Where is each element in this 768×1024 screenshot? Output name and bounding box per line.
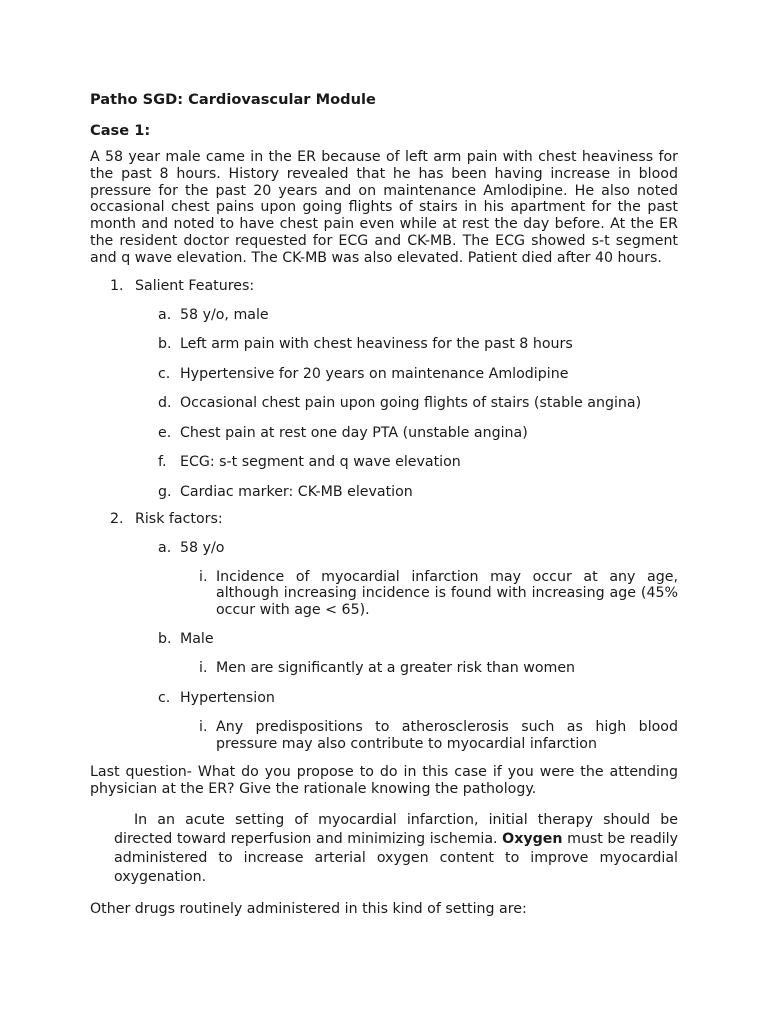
list-item [90,630,678,677]
list-item [90,365,678,383]
list-item-text: Occasional chest pain upon going flights of stairs (stable angina) [180,395,642,412]
sub-list-item-text: Any predispositions to atherosclerosis such as high blood pressure may also contribute to myocardial infarction [216,718,678,752]
list-item [90,689,678,753]
risk-factors-list [135,539,678,753]
sub-list-item-text: Men are significantly at a greater risk than women [216,660,576,677]
answer-bold-term: Oxygen [502,830,563,847]
list-item [90,483,678,501]
list-marker: a. [158,539,172,556]
answer-paragraph [114,811,678,887]
list-marker: 2. [110,510,124,527]
list-item-text: Left arm pain with chest heaviness for the past 8 hours [180,336,573,353]
answer-text-before: In an acute setting of myocardial infarction, initial therapy should be directed toward reperfusion and minimizing ischemia. [114,811,678,847]
document-page [90,90,678,918]
list-marker: i. [199,568,208,585]
list-marker: d. [158,395,172,412]
list-item-risk-factors [90,510,678,753]
list-item [90,394,678,412]
list-marker: c. [158,689,171,706]
list-marker: a. [158,306,172,323]
list-item-label: Salient Features: [135,277,255,294]
list-marker: b. [158,631,172,648]
list-item-text: Hypertensive for 20 years on maintenance Amlodipine [180,365,569,382]
list-marker: f. [158,454,167,471]
sub-list-item-text: Incidence of myocardial infarction may occur at any age, although increasing incidence is found with increasing age (45% occur with age < 65). [216,568,678,619]
sub-list [180,660,678,677]
sub-list-item [171,569,678,619]
document-title: Patho SGD: Cardiovascular Module [90,91,376,108]
list-marker: i. [199,660,208,677]
case-description: A 58 year male came in the ER because of left arm pain with chest heaviness for the past 8 hours. History revealed that he has been having increase in blood pressure for the past 20 years and on maintenance Amlodipine. He also noted occasional chest pains upon going flights of stairs in his apartment for the past month and noted to have chest pain even while at rest the day before. At the ER the resident doctor requested for ECG and CK-MB. The ECG showed s-t segment and q wave elevation. The CK-MB was also elevated. Patient died after 40 hours. [90,149,678,266]
sub-list [180,719,678,753]
list-marker: 1. [110,277,124,294]
list-item [90,424,678,442]
list-marker: e. [158,424,172,441]
list-item-text: 58 y/o, male [180,306,269,323]
last-question: Last question- What do you propose to do in this case if you were the attending physician at the ER? Give the rationale knowing the pathology. [90,764,678,798]
list-item [90,306,678,324]
list-item-text: Male [180,631,214,648]
salient-features-list [135,306,678,501]
case-heading: Case 1: [90,122,151,139]
list-marker: g. [158,483,172,500]
list-item [90,453,678,471]
list-item-text: Chest pain at rest one day PTA (unstable angina) [180,424,528,441]
sub-list-item [171,719,678,753]
list-item-text: Hypertension [180,689,275,706]
list-item-text: ECG: s-t segment and q wave elevation [180,454,461,471]
answer-text-after: must be readily administered to increase arterial oxygen content to improve myocardial oxygenation. [114,830,678,885]
sub-list-item [171,660,678,677]
list-item-label: Risk factors: [135,510,223,527]
sub-list [180,569,678,619]
numbered-list [90,277,678,753]
list-marker: i. [199,718,208,735]
list-item-salient-features [90,277,678,501]
list-item [90,539,678,619]
list-item-text: 58 y/o [180,539,225,556]
list-marker: b. [158,336,172,353]
other-drugs-text: Other drugs routinely administered in this kind of setting are: [90,900,527,917]
list-item-text: Cardiac marker: CK-MB elevation [180,483,413,500]
list-item [90,335,678,353]
list-marker: c. [158,365,171,382]
